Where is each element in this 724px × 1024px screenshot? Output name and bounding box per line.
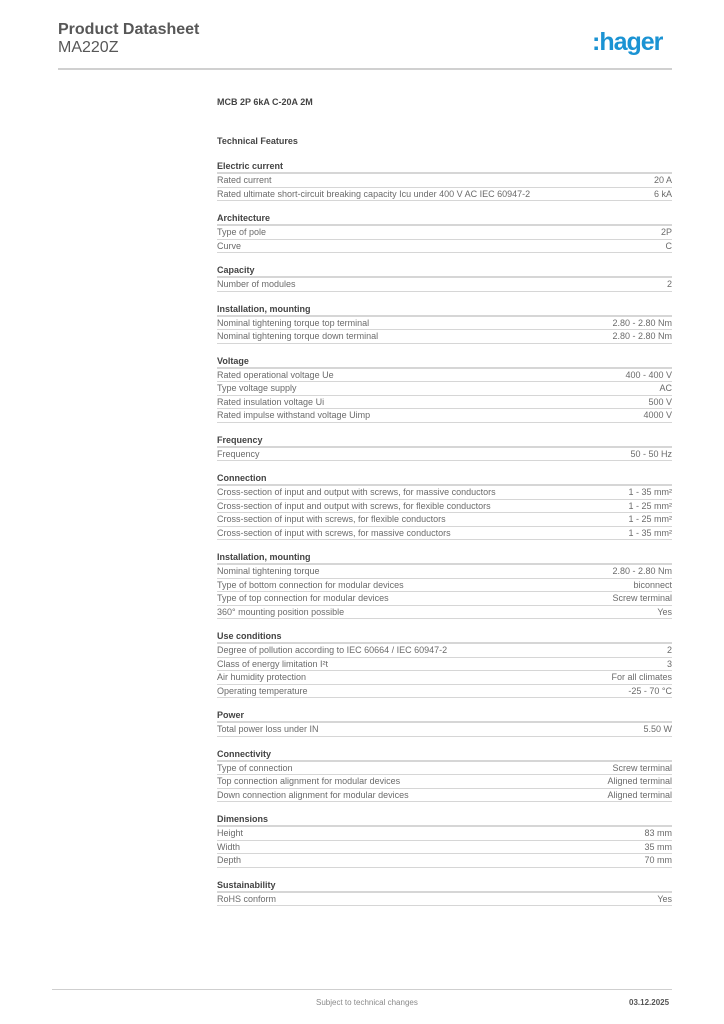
spec-label: Class of energy limitation I²t — [217, 658, 329, 669]
spec-label: Rated current — [217, 175, 272, 185]
spec-value: 70 mm — [644, 855, 672, 865]
spec-label: Type voltage supply — [217, 383, 297, 393]
hager-logo: :hager — [592, 28, 663, 56]
spec-label: Type of bottom connection for modular devices — [217, 579, 404, 590]
spec-row — [217, 592, 672, 606]
spec-row — [217, 658, 672, 672]
datasheet-content — [217, 96, 672, 917]
section — [217, 355, 672, 423]
spec-value: 1 - 35 mm² — [628, 487, 672, 497]
spec-label: Type of pole — [217, 227, 267, 237]
document-title: Product Datasheet — [58, 21, 200, 38]
spec-row — [217, 396, 672, 410]
spec-value: 3 — [666, 658, 672, 669]
spec-row — [217, 188, 672, 202]
spec-row — [217, 854, 672, 868]
spec-value: 2.80 - 2.80 Nm — [612, 331, 672, 341]
spec-label: Nominal tightening torque top terminal — [217, 317, 370, 328]
spec-label: RoHS conform — [217, 893, 277, 904]
spec-value: 1 - 35 mm² — [628, 527, 672, 538]
spec-value: Aligned terminal — [607, 789, 672, 800]
spec-row — [217, 174, 672, 188]
spec-label: Nominal tightening torque — [217, 566, 320, 576]
spec-value: 2.80 - 2.80 Nm — [612, 566, 672, 576]
spec-row — [217, 369, 672, 383]
spec-row — [217, 893, 672, 907]
spec-row — [217, 762, 672, 776]
spec-label: Degree of pollution according to IEC 60664 / IEC 60947-2 — [217, 645, 448, 655]
spec-row — [217, 644, 672, 658]
spec-label: Rated ultimate short-circuit breaking capacity Icu under 400 V AC IEC 60947-2 — [217, 188, 531, 199]
header-divider — [58, 68, 672, 70]
section — [217, 630, 672, 698]
spec-row — [217, 579, 672, 593]
spec-label: Nominal tightening torque down terminal — [217, 331, 379, 341]
spec-label: Type of top connection for modular devices — [217, 593, 389, 603]
spec-row — [217, 565, 672, 579]
spec-row — [217, 723, 672, 737]
spec-value: 20 A — [653, 175, 672, 185]
spec-value: 1 - 25 mm² — [628, 500, 672, 511]
spec-value: For all climates — [611, 672, 672, 682]
section-title: Electric current — [217, 160, 672, 174]
section-title: Connectivity — [217, 748, 672, 762]
footer-note: Subject to technical changes — [316, 998, 418, 1007]
spec-value: 2P — [660, 227, 672, 237]
section — [217, 879, 672, 907]
section — [217, 303, 672, 344]
spec-row — [217, 240, 672, 254]
section — [217, 264, 672, 292]
spec-value: C — [665, 240, 672, 251]
spec-row — [217, 685, 672, 699]
section — [217, 813, 672, 868]
spec-value: 1 - 25 mm² — [628, 514, 672, 524]
section — [217, 434, 672, 462]
spec-value: 35 mm — [644, 841, 672, 852]
spec-row — [217, 226, 672, 240]
spec-label: Cross-section of input with screws, for flexible conductors — [217, 514, 446, 524]
product-code: MA220Z — [58, 39, 119, 56]
section — [217, 212, 672, 253]
spec-value: biconnect — [633, 579, 672, 590]
spec-row — [217, 382, 672, 396]
spec-label: 360° mounting position possible — [217, 606, 345, 617]
section-title: Installation, mounting — [217, 551, 672, 565]
spec-label: Number of modules — [217, 279, 296, 289]
spec-row — [217, 409, 672, 423]
spec-value: 2.80 - 2.80 Nm — [612, 317, 672, 328]
spec-row — [217, 330, 672, 344]
spec-value: 4000 V — [643, 410, 672, 420]
spec-row — [217, 789, 672, 803]
spec-label: Rated impulse withstand voltage Uimp — [217, 410, 371, 420]
spec-row — [217, 841, 672, 855]
features-heading: Technical Features — [217, 136, 298, 146]
section-title: Frequency — [217, 434, 672, 448]
section-title: Installation, mounting — [217, 303, 672, 317]
spec-label: Rated insulation voltage Ui — [217, 396, 325, 407]
section-title: Architecture — [217, 212, 672, 226]
spec-row — [217, 317, 672, 331]
spec-label: Frequency — [217, 448, 260, 459]
spec-label: Down connection alignment for modular devices — [217, 789, 409, 800]
spec-label: Height — [217, 828, 244, 838]
spec-label: Cross-section of input with screws, for massive conductors — [217, 527, 451, 538]
section-title: Use conditions — [217, 630, 672, 644]
section-title: Sustainability — [217, 879, 672, 893]
spec-label: Curve — [217, 240, 242, 251]
section — [217, 709, 672, 737]
spec-label: Cross-section of input and output with screws, for massive conductors — [217, 487, 496, 497]
spec-label: Cross-section of input and output with screws, for flexible conductors — [217, 500, 491, 511]
spec-value: 400 - 400 V — [625, 369, 672, 380]
section — [217, 551, 672, 619]
section-title: Dimensions — [217, 813, 672, 827]
spec-value: Yes — [657, 893, 672, 904]
spec-row — [217, 513, 672, 527]
spec-label: Type of connection — [217, 762, 293, 773]
spec-value: -25 - 70 °C — [628, 685, 672, 696]
spec-row — [217, 671, 672, 685]
spec-row — [217, 775, 672, 789]
spec-label: Air humidity protection — [217, 672, 307, 682]
spec-row — [217, 278, 672, 292]
spec-label: Total power loss under IN — [217, 724, 319, 734]
section — [217, 472, 672, 540]
spec-value: AC — [659, 383, 672, 393]
spec-value: 6 kA — [653, 188, 672, 199]
spec-label: Width — [217, 841, 241, 852]
section-title: Power — [217, 709, 672, 723]
spec-value: Yes — [657, 606, 672, 617]
footer-date: 03.12.2025 — [629, 998, 670, 1007]
feature-sections — [217, 160, 672, 906]
spec-label: Operating temperature — [217, 685, 308, 696]
spec-value: Aligned terminal — [607, 776, 672, 786]
spec-value: 50 - 50 Hz — [630, 448, 672, 459]
spec-value: 5.50 W — [643, 724, 672, 734]
section — [217, 748, 672, 803]
spec-value: Screw terminal — [612, 593, 672, 603]
section-title: Capacity — [217, 264, 672, 278]
footer-divider — [52, 989, 672, 990]
spec-label: Depth — [217, 855, 242, 865]
spec-value: 500 V — [648, 396, 672, 407]
spec-value: 2 — [666, 645, 672, 655]
spec-row — [217, 448, 672, 462]
spec-row — [217, 527, 672, 541]
spec-row — [217, 606, 672, 620]
section-title: Connection — [217, 472, 672, 486]
spec-row — [217, 486, 672, 500]
spec-row — [217, 500, 672, 514]
spec-value: 83 mm — [644, 828, 672, 838]
spec-label: Rated operational voltage Ue — [217, 369, 334, 380]
spec-value: 2 — [666, 279, 672, 289]
section — [217, 160, 672, 201]
spec-row — [217, 827, 672, 841]
section-title: Voltage — [217, 355, 672, 369]
spec-label: Top connection alignment for modular devices — [217, 776, 401, 786]
spec-value: Screw terminal — [612, 762, 672, 773]
product-name: MCB 2P 6kA C-20A 2M — [217, 97, 313, 107]
